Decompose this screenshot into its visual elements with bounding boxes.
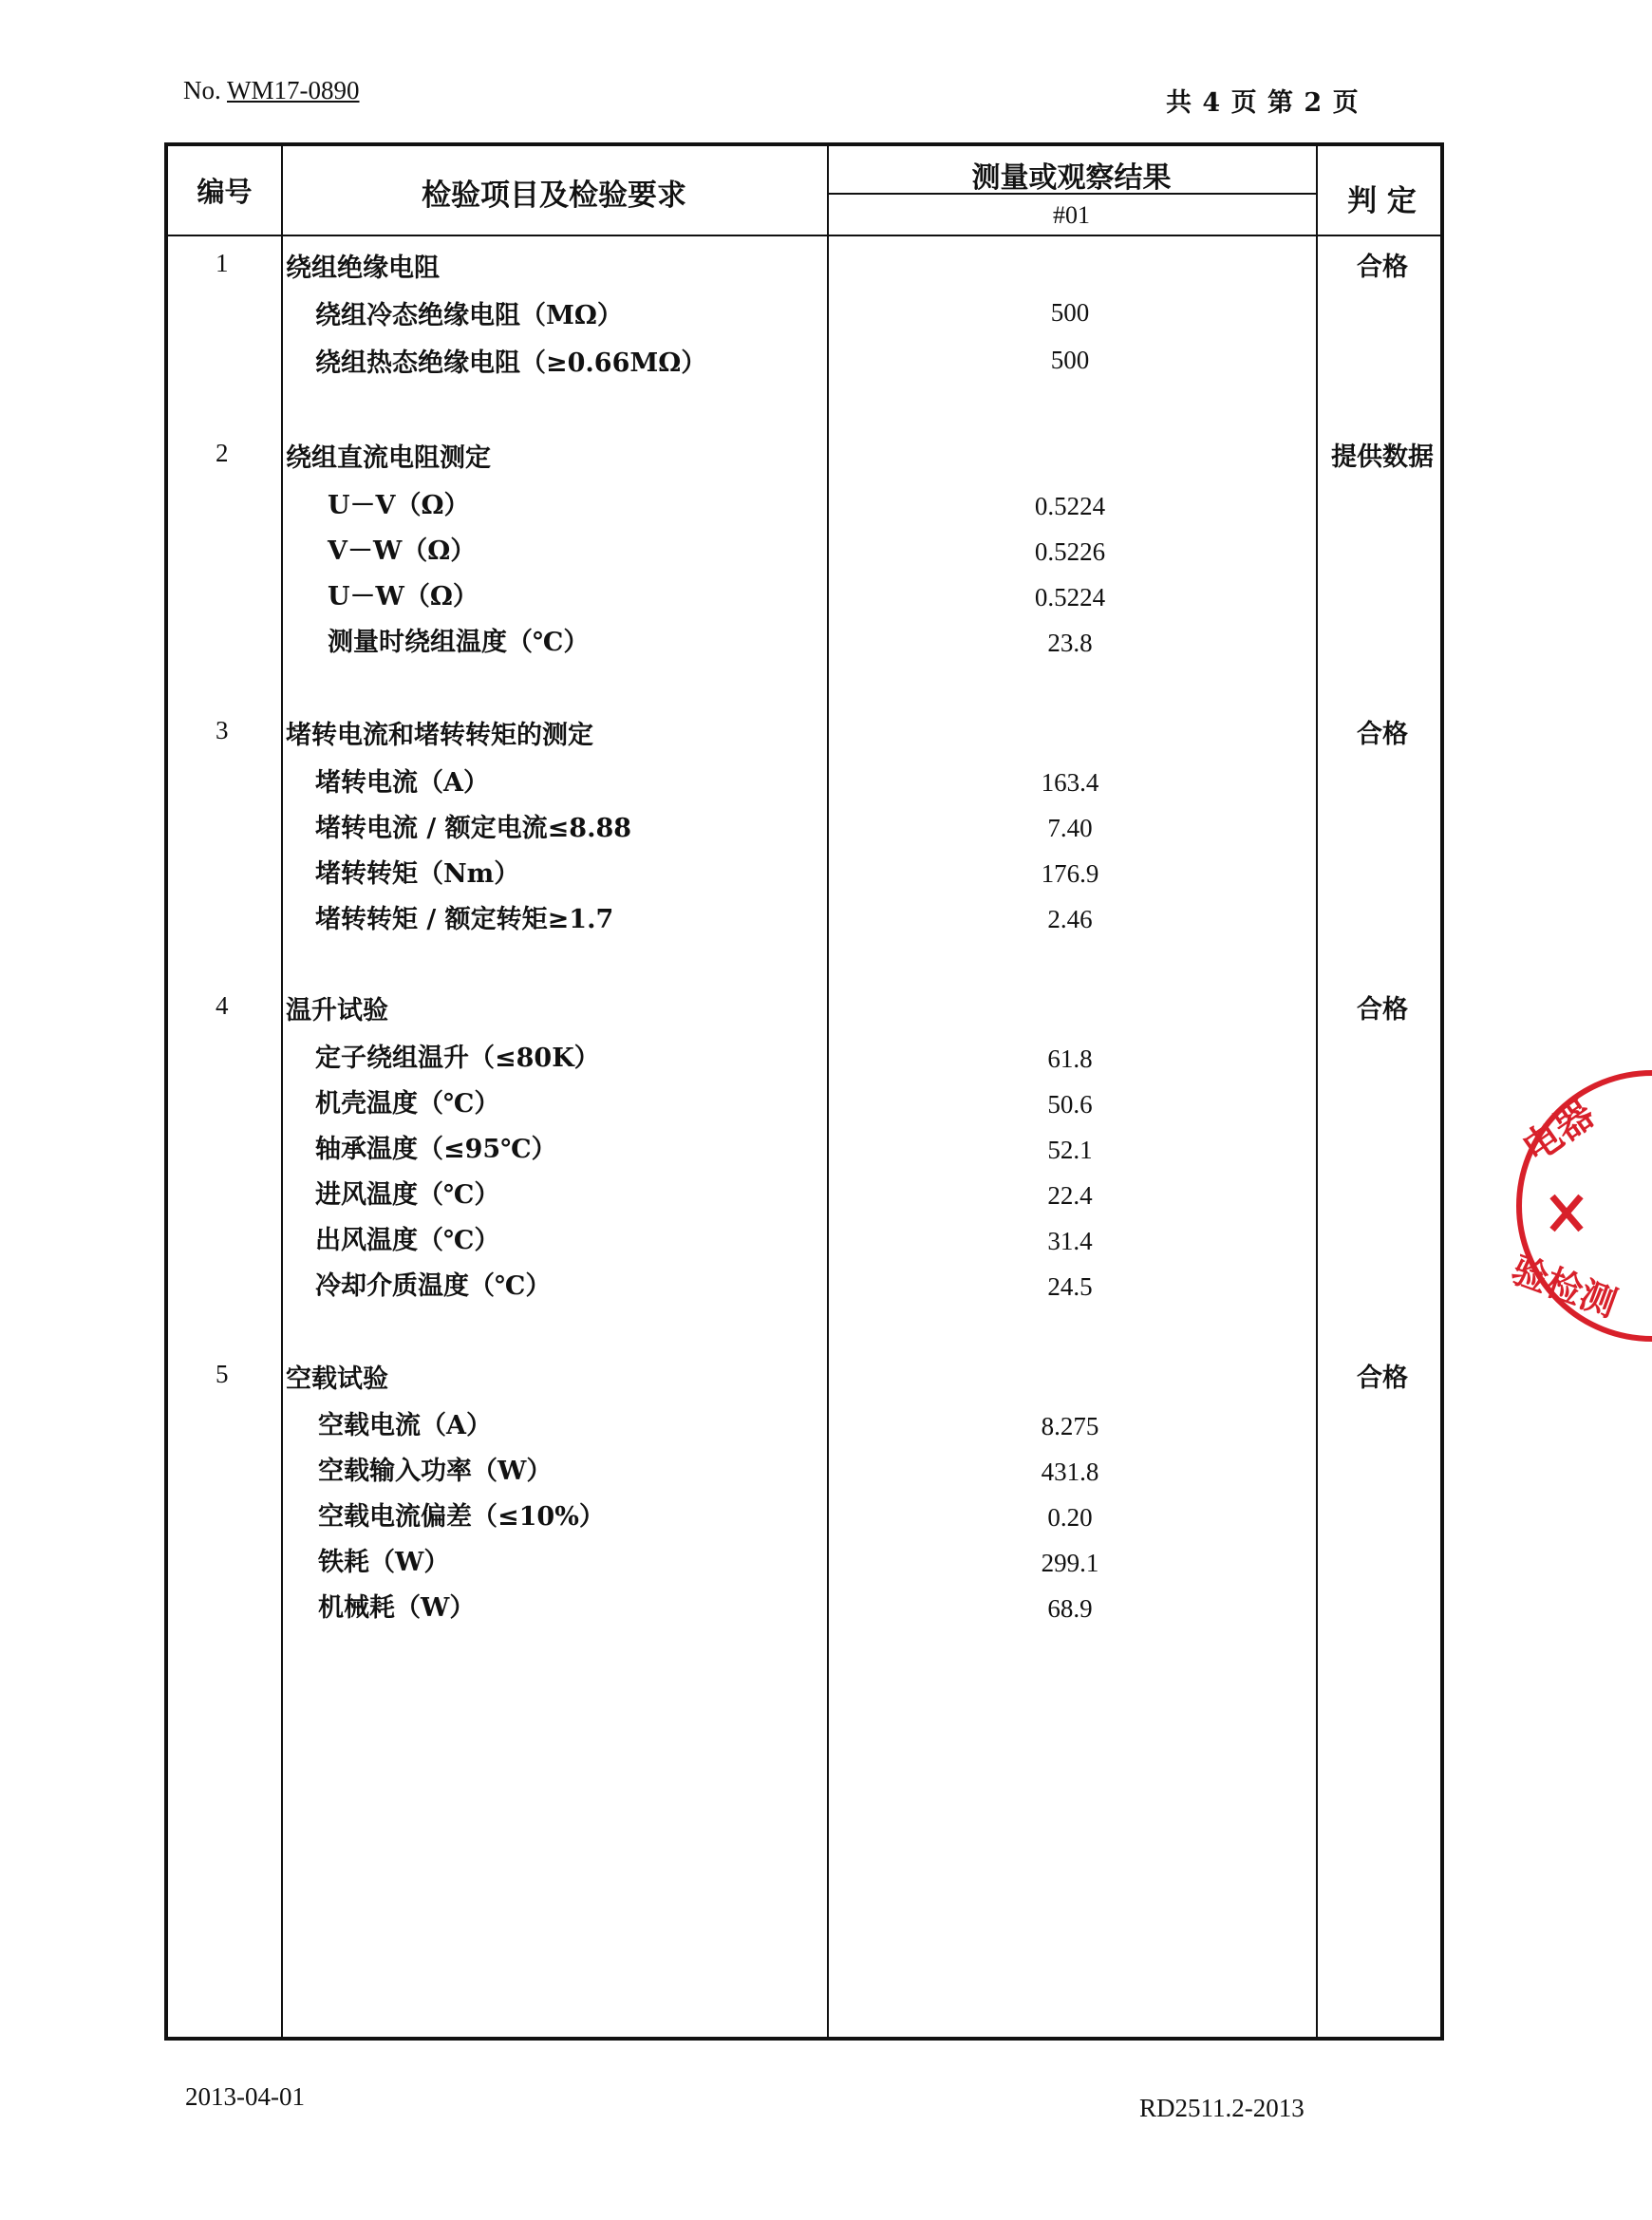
column-divider — [827, 146, 829, 2037]
test-item-label: 轴承温度（≤95℃） — [315, 1135, 557, 1164]
test-item-value: 0.20 — [1047, 1503, 1093, 1532]
header-item: 检验项目及检验要求 — [422, 179, 686, 213]
test-item-label: 绕组热态绝缘电阻（≥0.66MΩ） — [315, 348, 707, 378]
header-divider — [168, 235, 1440, 236]
test-item-value: 299.1 — [1041, 1549, 1099, 1577]
doc-no-value: WM17-0890 — [227, 76, 360, 104]
test-item-value: 23.8 — [1047, 629, 1093, 657]
document-number — [183, 76, 360, 105]
header-verdict: 判 定 — [1347, 184, 1417, 218]
test-item-label: 空载输入功率（W） — [318, 1457, 553, 1486]
test-item-label: 机械耗（W） — [318, 1593, 476, 1623]
test-item-label: 空载电流（A） — [318, 1411, 492, 1440]
test-item-value: 68.9 — [1047, 1594, 1093, 1623]
section-number: 5 — [216, 1360, 229, 1388]
test-item-label: 堵转转矩（Nm） — [315, 859, 520, 889]
test-item-value: 0.5224 — [1034, 492, 1106, 520]
section-title: 堵转电流和堵转转矩的测定 — [286, 721, 593, 750]
column-divider — [281, 146, 283, 2037]
test-item-value: 0.5226 — [1034, 537, 1106, 566]
test-item-value: 22.4 — [1047, 1181, 1093, 1210]
test-item-value: 176.9 — [1041, 859, 1099, 888]
section-verdict: 合格 — [1357, 253, 1408, 282]
header-sample: #01 — [1053, 201, 1090, 229]
test-item-value: 2.46 — [1047, 905, 1093, 933]
test-item-value: 500 — [1050, 298, 1090, 327]
doc-no-label: No. — [183, 76, 221, 104]
section-verdict: 合格 — [1357, 1364, 1408, 1393]
header-result: 测量或观察结果 — [971, 161, 1172, 195]
test-item-label: 机壳温度（℃） — [315, 1089, 500, 1119]
test-item-value: 61.8 — [1047, 1044, 1093, 1073]
test-item-value: 8.275 — [1041, 1412, 1099, 1440]
test-item-value: 0.5224 — [1034, 583, 1106, 611]
test-item-label: 堵转电流（A） — [315, 768, 489, 798]
header-number: 编号 — [197, 176, 253, 208]
section-number: 2 — [216, 439, 229, 467]
test-item-label: 测量时绕组温度（℃） — [328, 628, 590, 657]
seal-star-mark — [1552, 1196, 1581, 1230]
test-item-value: 431.8 — [1041, 1458, 1099, 1486]
test-item-value: 500 — [1050, 346, 1090, 374]
test-item-value: 7.40 — [1047, 814, 1093, 842]
section-number: 3 — [216, 716, 229, 744]
test-item-value: 163.4 — [1041, 768, 1099, 797]
section-title: 绕组直流电阻测定 — [286, 443, 491, 473]
section-verdict: 合格 — [1357, 995, 1408, 1025]
test-item-value: 52.1 — [1047, 1136, 1093, 1164]
test-item-label: 空载电流偏差（≤10%） — [318, 1502, 605, 1532]
inspection-seal-stamp — [1506, 1063, 1652, 1348]
test-item-label: 堵转电流 / 额定电流≤8.88 — [315, 814, 632, 843]
page-count: 共 4 页 第 2 页 — [1166, 88, 1360, 118]
test-item-label: 绕组冷态绝缘电阻（MΩ） — [315, 301, 623, 330]
seal-text-bottom: 验检测 — [1506, 1248, 1623, 1326]
inspection-table — [164, 142, 1444, 2041]
test-item-label: U－W（Ω） — [328, 582, 479, 611]
section-verdict: 合格 — [1357, 720, 1408, 749]
column-divider — [1316, 146, 1318, 2037]
section-number: 1 — [216, 249, 229, 277]
test-item-label: 出风温度（℃） — [315, 1226, 500, 1255]
test-item-label: 堵转转矩 / 额定转矩≥1.7 — [315, 905, 614, 934]
test-item-label: U－V（Ω） — [328, 491, 470, 520]
test-item-value: 50.6 — [1047, 1090, 1093, 1119]
footer-date: 2013-04-01 — [185, 2082, 305, 2111]
test-item-value: 24.5 — [1047, 1272, 1093, 1301]
footer-doc-code: RD2511.2-2013 — [1139, 2094, 1305, 2122]
section-title: 温升试验 — [286, 996, 388, 1025]
test-item-label: 定子绕组温升（≤80K） — [315, 1044, 600, 1073]
test-item-label: 进风温度（℃） — [315, 1180, 500, 1210]
test-item-label: 冷却介质温度（℃） — [315, 1271, 552, 1301]
section-title: 绕组绝缘电阻 — [286, 254, 440, 283]
section-verdict: 提供数据 — [1331, 442, 1434, 472]
section-number: 4 — [216, 991, 229, 1020]
test-item-label: V－W（Ω） — [328, 536, 477, 566]
seal-text-top: 电器 — [1514, 1092, 1603, 1172]
section-title: 空载试验 — [286, 1364, 388, 1394]
test-item-label: 铁耗（W） — [318, 1548, 450, 1577]
test-item-value: 31.4 — [1047, 1227, 1093, 1255]
